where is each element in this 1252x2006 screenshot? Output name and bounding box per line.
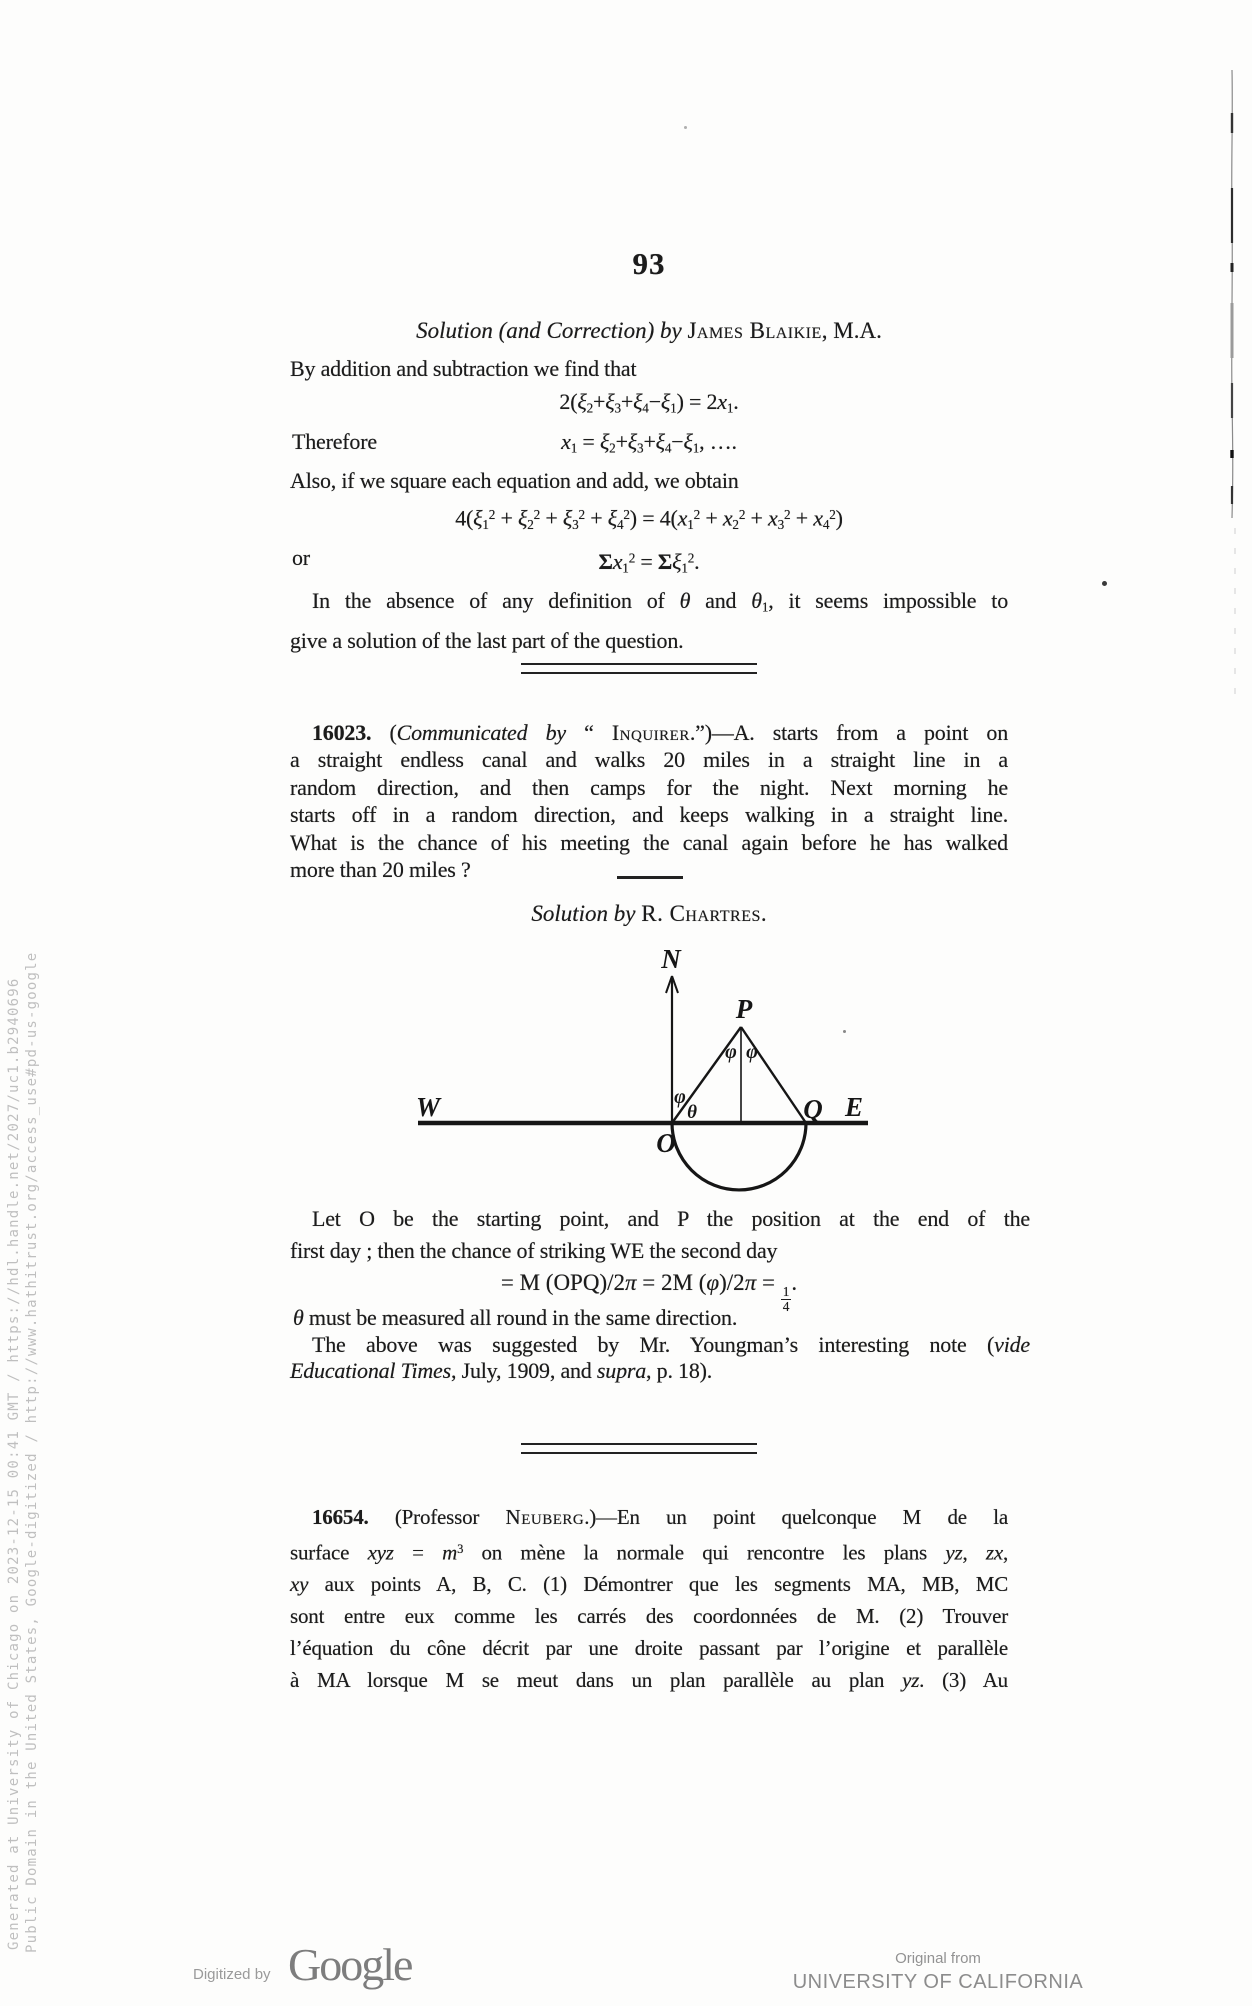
label-phi-at-O: φ: [674, 1086, 686, 1108]
random-walk-diagram: [400, 933, 900, 1205]
semicircle-arc: [672, 1123, 806, 1190]
therefore-label: Therefore: [292, 428, 377, 454]
solution-chartres-heading: Solution by R. Chartres.: [531, 901, 767, 926]
equation-row: [290, 425, 1008, 465]
text-line: sont entre eux comme les carrés des coordonnées de M. (2) Trouver: [290, 1604, 1008, 1629]
page-edge-artifact: [1222, 58, 1246, 718]
text-line: 16023. (Communicated by “ Inquirer.”)—A. starts from a point on: [312, 720, 1008, 745]
text-line: Educational Times, July, 1909, and supra, p. 18).: [290, 1358, 713, 1383]
text-line: surface xyz = $m^3$ on mène la normale qui rencontre les plans yz, zx,: [290, 1540, 1008, 1565]
google-logo: Google: [288, 1939, 412, 1990]
text-line: à MA lorsque M se meut dans un plan parallèle au plan yz. (3) Au: [290, 1668, 1008, 1693]
solution-blaikie-body: [290, 352, 1008, 657]
text-line: What is the chance of his meeting the canal again before he has walked: [290, 829, 1008, 855]
text-line: Also, if we square each equation and add, we obtain: [290, 468, 739, 494]
text-line: l’équation du cône décrit par une droite passant par l’origine et parallèle: [290, 1636, 1008, 1661]
sidebar-generated-stamp: Generated at University of Chicago on 2023-12-15 00:41 GMT / https://hdl.handle.net/2027/uc1.b2940696: [6, 977, 22, 1950]
text-line: give a solution of the last part of the question.: [290, 627, 684, 653]
text-line: starts off in a random direction, and keeps walking in a straight line.: [290, 802, 1008, 828]
equation-line: 2(ξ2+ξ3+ξ4−ξ1) = 2x1.: [559, 389, 739, 416]
text-line: θ must be measured all round in the same direction.: [293, 1305, 738, 1330]
scan-speck: [684, 126, 687, 129]
label-P: P: [735, 994, 753, 1024]
label-Q: Q: [803, 1094, 823, 1124]
text-line: By addition and subtraction we find that: [290, 356, 637, 381]
section-divider-rule: [521, 1443, 757, 1454]
label-phi-right-of-P: φ: [746, 1041, 758, 1063]
equation-line: = M (OPQ)/2π = 2M (φ)/2π = $\frac{1}{4}$ .: [500, 1270, 798, 1314]
digitized-by-label: Digitized by: [193, 1966, 271, 1983]
label-theta-at-O: θ: [687, 1102, 697, 1123]
original-from-label: Original from: [895, 1950, 981, 1967]
page-number: 93: [632, 246, 666, 281]
scan-speck: [843, 1030, 846, 1033]
problem-16023: [290, 719, 1008, 883]
text-line: xy aux points A, B, C. (1) Démontrer que les segments MA, MB, MC: [290, 1572, 1008, 1597]
short-divider-rule: [617, 876, 683, 879]
university-of-california-label: UNIVERSITY OF CALIFORNIA: [792, 1971, 1084, 1993]
label-N: N: [661, 944, 681, 974]
section-divider-rule: [521, 663, 757, 674]
label-E: E: [844, 1092, 864, 1122]
text-line: 16654. (Professor Neuberg.)—En un point quelconque M de la: [312, 1505, 1008, 1529]
text-line: a straight endless canal and walks 20 miles in a straight line in a: [290, 747, 1008, 773]
problem-16654: [290, 1501, 1008, 1696]
or-label: or: [292, 544, 310, 570]
equation-line: $\Sigma x1^2 = \Sigma\xi 1^2$.: [598, 548, 700, 575]
text-line: Let O be the starting point, and P the position at the end of the: [312, 1206, 1030, 1231]
equation-row: [290, 541, 1008, 584]
label-W: W: [415, 1092, 441, 1122]
text-line: more than 20 miles ?: [290, 857, 471, 883]
solution-blaikie-heading: Solution (and Correction) by James Blaikie, M.A.: [416, 318, 882, 343]
equation-line: $4(\xi 1^2 + \xi 2^2 + \xi 3^2 + \xi 4^2) = 4(x1^2 + x2^2 + x3^2 + x4^2)$: [455, 505, 843, 532]
sidebar-public-domain-stamp: Public Domain in the United States, Google-digitized / http://www.hathitrust.org/access_use#pd-us-google: [24, 951, 40, 1953]
scan-speck: [1102, 581, 1107, 586]
equation-line: x1 = ξ2+ξ3+ξ4−ξ1, ….: [561, 428, 737, 456]
text-line: first day ; then the chance of striking WE the second day: [290, 1238, 778, 1263]
text-line: The above was suggested by Mr. Youngman’s interesting note (vide: [312, 1332, 1030, 1357]
label-phi-left-of-P: φ: [725, 1041, 737, 1063]
text-line: random direction, and then camps for the night. Next morning he: [290, 774, 1008, 800]
label-O: O: [656, 1128, 676, 1158]
text-line: In the absence of any definition of θ and θ1, it seems impossible to: [312, 588, 1008, 615]
